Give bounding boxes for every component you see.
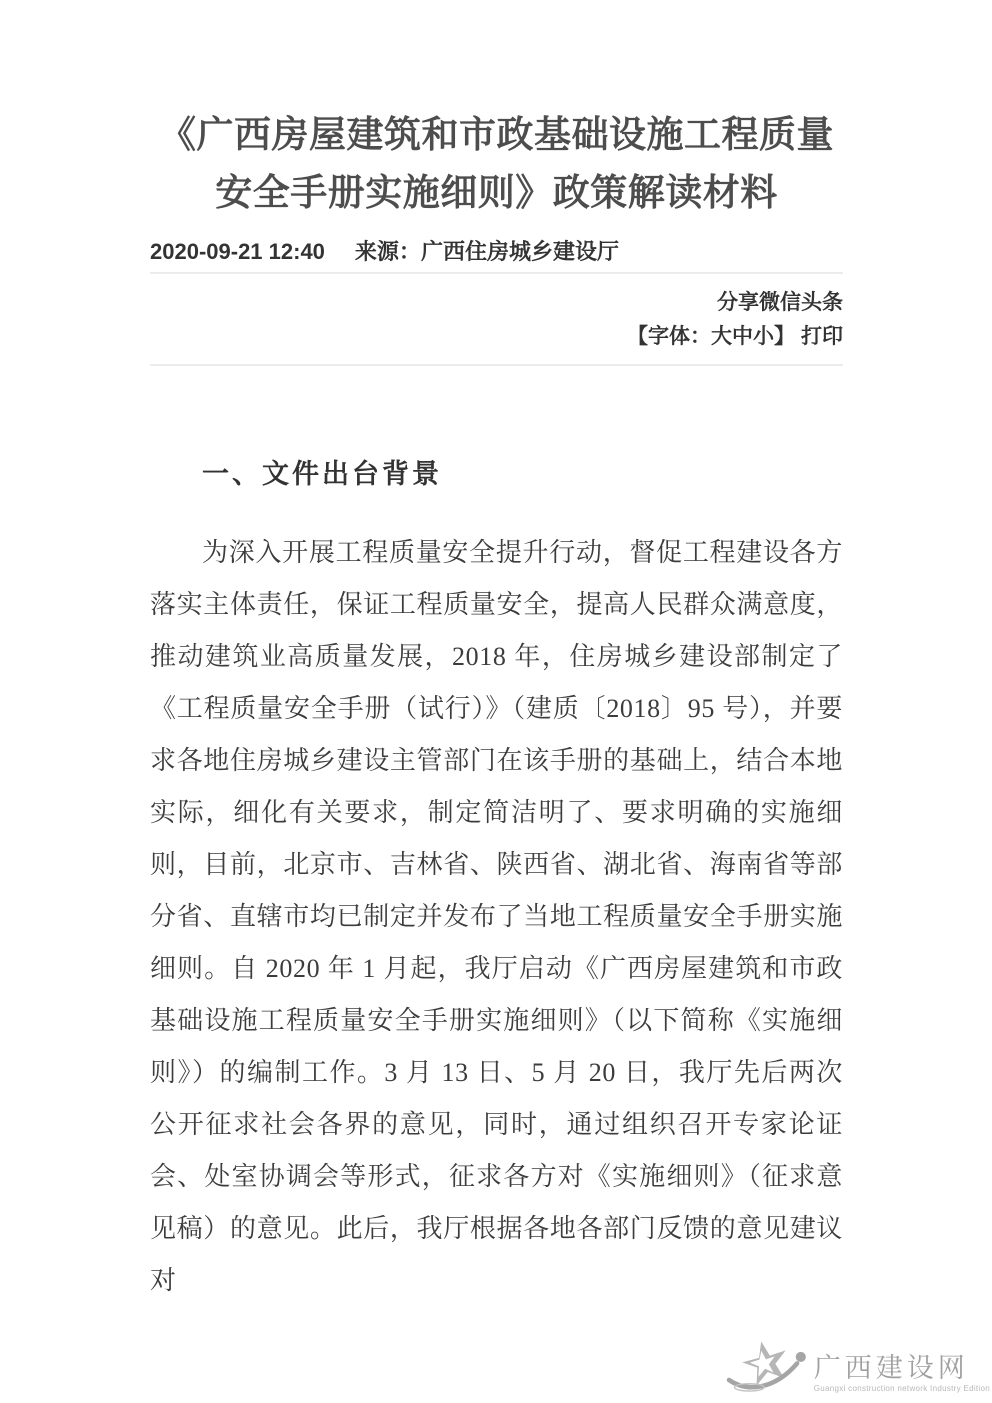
share-label[interactable]: 分享 (717, 291, 759, 314)
font-size-label-suffix: 】 (774, 325, 795, 348)
font-size-large-button[interactable]: 大 (711, 325, 732, 348)
font-print-row (150, 320, 843, 354)
font-size-label-prefix: 【字体： (627, 325, 711, 348)
section-heading: 一、文件出台背景 (202, 459, 442, 489)
star-swoosh-icon (718, 1339, 810, 1397)
source-label: 来源： (354, 239, 421, 264)
watermark-site-name: 广西建设网 (813, 1353, 969, 1383)
font-size-small-button[interactable]: 小 (753, 325, 774, 348)
share-row (150, 286, 843, 320)
source-name: 广西住房城乡建设厅 (420, 239, 619, 264)
print-button[interactable]: 打印 (801, 325, 843, 348)
watermark-text-block (814, 1353, 990, 1397)
site-watermark (718, 1339, 990, 1397)
font-size-medium-button[interactable]: 中 (732, 325, 753, 348)
page-title: 《广西房屋建筑和市政基础设施工程质量安全手册实施细则》政策解读材料 (159, 114, 834, 213)
article-paragraph: 为深入开展工程质量安全提升行动，督促工程建设各方落实主体责任，保证工程质量安全，提高人民群众满意度，推动建筑业高质量发展，2018 年，住房城乡建设部制定了《工程质量安全手册（试行）》（建质〔2018〕95 号），并要求各地住房城乡建设主管部门在该手册的基础上，结合本地实际，细化有关要求，制定简洁明了、要求明确的实施细则，目前，北京市、吉林省、陕西省、湖北省、海南省等部分省、直辖市均已制定并发布了当地工程质量安全手册实施细则。自 2020 年 1 月起，我厅启动《广西房屋建筑和市政基础设施工程质量安全手册实施细则》（以下简称《实施细则》）的编制工作。3 月 13 日、5 月 20 日，我厅先后两次公开征求社会各界的意见，同时，通过组织召开专家论证会、处室协调会等形式，征求各方对《实施细则》（征求意见稿）的意见。此后，我厅根据各地各部门反馈的意见建议对 (150, 538, 843, 1295)
publish-row (150, 238, 843, 266)
share-toutiao-link[interactable]: 头条 (801, 291, 843, 314)
publish-date: 2020-09-21 12:40 (150, 239, 325, 264)
share-wechat-link[interactable]: 微信 (759, 291, 801, 314)
article-content-column (150, 0, 843, 1307)
page-actions (150, 274, 843, 364)
watermark-tagline: Guangxi construction network Industry Edition (813, 1384, 990, 1393)
bottom-divider (150, 364, 843, 366)
